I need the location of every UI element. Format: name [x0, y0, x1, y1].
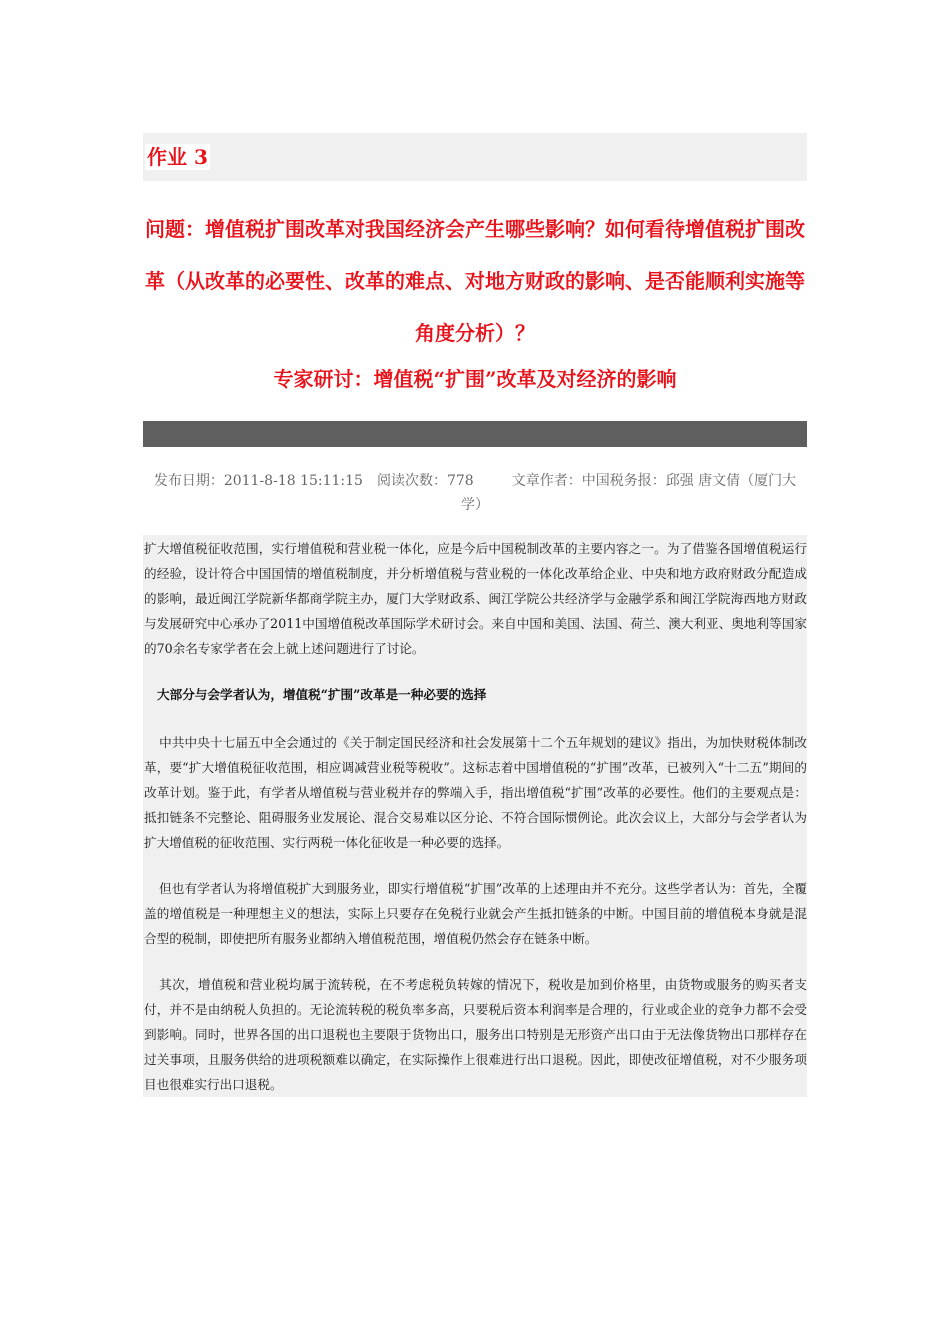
divider-bar [143, 421, 807, 447]
article-title: 专家研讨：增值税“扩围”改革及对经济的影响 [273, 367, 677, 391]
spacer [143, 709, 807, 729]
spacer [143, 951, 807, 971]
article-author: 文章作者：中国税务报：邱强 唐文倩（厦门大学） [461, 473, 797, 513]
spacer [143, 855, 807, 875]
paragraph-3: 但也有学者认为将增值税扩大到服务业，即实行增值税“扩围”改革的上述理由并不充分。这些学者认为：首先，全覆盖的增值税是一种理想主义的想法，实际上只要存在免税行业就会产生抵扣链条的中断。中国目前的增值税本身就是混合型的税制，即使把所有服务业都纳入增值税范围，增值税仍然会存在链条中断。 [143, 875, 807, 951]
document-page [143, 133, 807, 1097]
assignment-title: 作业 3 [147, 145, 208, 169]
publish-date: 发布日期：2011-8-18 15:11:15 [153, 473, 363, 489]
article-meta [143, 469, 807, 517]
paragraph-4: 其次，增值税和营业税均属于流转税，在不考虑税负转嫁的情况下，税收是加到价格里，由货物或服务的购买者支付，并不是由纳税人负担的。无论流转税的税负率多高，只要税后资本利润率是合理的，行业或企业的竞争力都不会受到影响。同时，世界各国的出口退税也主要限于货物出口，服务出口特别是无形资产出口由于无法像货物出口那样存在过关事项，且服务供给的进项税额难以确定，在实际操作上很难进行出口退税。因此，即使改征增值税，对不少服务项目也很难实行出口退税。 [143, 971, 807, 1097]
read-count: 阅读次数：778 [376, 473, 474, 489]
article-body [143, 535, 807, 1097]
paragraph-1: 扩大增值税征收范围，实行增值税和营业税一体化，应是今后中国税制改革的主要内容之一。为了借鉴各国增值税运行的经验，设计符合中国国情的增值税制度，并分析增值税与营业税的一体化改革给企业、中央和地方政府财政分配造成的影响，最近闽江学院新华都商学院主办，厦门大学财政系、闽江学院公共经济学与金融学系和闽江学院海西地方财政与发展研究中心承办了2011中国增值税改革国际学术研讨会。来自中国和美国、法国、荷兰、澳大利亚、奥地利等国家的70余名专家学者在会上就上述问题进行了讨论。 [143, 535, 807, 661]
question-text: 问题：增值税扩围改革对我国经济会产生哪些影响？如何看待增值税扩围改革（从改革的必要性、改革的难点、对地方财政的影响、是否能顺利实施等角度分析）？ [145, 217, 805, 345]
section-heading: 大部分与会学者认为，增值税“扩围”改革是一种必要的选择 [143, 681, 807, 709]
assignment-header-bar [143, 133, 807, 181]
paragraph-2: 中共中央十七届五中全会通过的《关于制定国民经济和社会发展第十二个五年规划的建议》指出，为加快财税体制改革，要“扩大增值税征收范围，相应调减营业税等税收”。这标志着中国增值税的“扩围”改革，已被列入“十二五”期间的改革计划。鉴于此，有学者从增值税与营业税并存的弊端入手，指出增值税“扩围”改革的必要性。他们的主要观点是：抵扣链条不完整论、阻碍服务业发展论、混合交易难以区分论、不符合国际惯例论。此次会议上，大部分与会学者认为扩大增值税的征收范围、实行两税一体化征收是一种必要的选择。 [143, 729, 807, 855]
spacer [143, 661, 807, 681]
